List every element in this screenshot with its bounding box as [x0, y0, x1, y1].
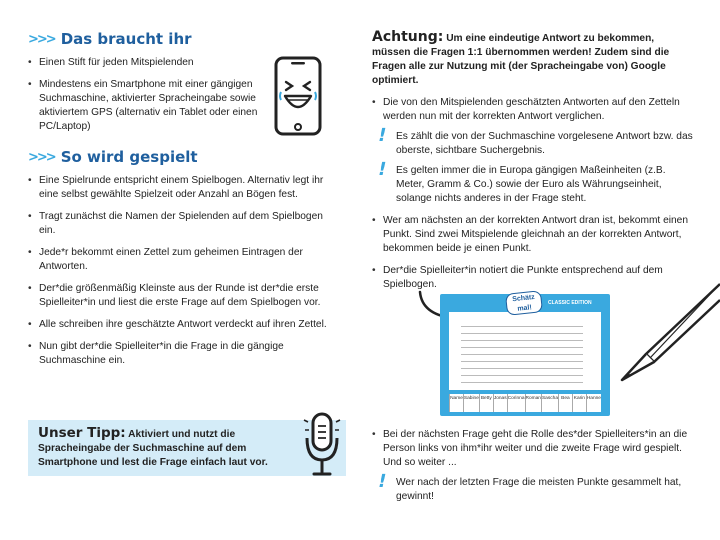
exclamation-icon: ! — [375, 159, 389, 180]
sheet-questions — [449, 312, 601, 390]
section-heading-howto: >>> So wird gespielt — [28, 148, 198, 166]
tip-box: Unser Tipp: Aktiviert und nutzt die Spracheingabe der Suchmaschine auf dem Smartphone und lest die Frage einfach laut vor. — [28, 420, 346, 476]
attention-text: Um eine eindeutige Antwort zu bekommen, müssen die Fragen 1:1 übernommen werden! Zudem sind die Fragen alle zur Nutzung mit (der Spracheingabe von) Google optimiert. — [372, 33, 670, 86]
list-item: • Bei der nächsten Frage geht die Rolle des*der Spielleiters*in an die Person links von ihm*ihr weiter und die zweite Frage wird gespielt. Und so weiter ... — [372, 428, 690, 470]
sheet-names-row — [449, 394, 601, 412]
sheet-name-cell: Karin — [572, 394, 586, 412]
howto-list — [28, 174, 328, 368]
note: ! Es gelten immer die in Europa gängigen Maßeinheiten (z.B. Meter, Gramm & Co.) sowie der Euro als Währungseinheit, solange nichts anderes in der Frage steht. — [375, 159, 666, 204]
list-item: • Der*die Spielleiter*in notiert die Punkte entsprechend auf dem Spielbogen. — [372, 264, 690, 292]
pencil-icon — [594, 276, 720, 396]
chevrons-icon: >>> — [28, 31, 55, 47]
section-heading-needs: >>> Das braucht ihr — [28, 30, 192, 48]
list-item: • Der*die größenmäßig Kleinste aus der Runde ist der*die erste Spielleiter*in und liest die erste Frage auf dem Spielbogen vor. — [28, 282, 328, 310]
sheet-name-cell: Betty — [479, 394, 493, 412]
sheet-badge: Schätz mal! — [505, 290, 543, 316]
game-sheet-image — [440, 294, 610, 416]
sheet-name-cell: Corinna — [507, 394, 525, 412]
rules-list — [372, 96, 694, 124]
exclamation-icon: ! — [375, 125, 389, 146]
tip-title: Unser Tipp — [38, 425, 121, 441]
right-column — [372, 30, 694, 300]
sheet-name-cell: Sascha — [541, 394, 558, 412]
chevrons-icon: >>> — [28, 149, 55, 165]
list-item: • Einen Stift für jeden Mitspielenden — [28, 56, 260, 70]
attention-title: Achtung — [372, 29, 438, 45]
sheet-edition: CLASSIC EDITION — [548, 300, 592, 306]
list-item: • Tragt zunächst die Namen der Spielenden auf dem Spielbogen ein. — [28, 210, 328, 238]
sheet-name-cell: Hanne — [586, 394, 601, 412]
list-item: • Mindestens ein Smartphone mit einer gängigen Suchmaschine, aktivierter Spracheingabe sowie aktiviertem GPS (alternativ ein Tablet oder einen PC/Laptop) — [28, 78, 260, 134]
list-item: • Nun gibt der*die Spielleiter*in die Frage in die gängige Suchmaschine ein. — [28, 340, 328, 368]
laughing-phone-icon — [272, 56, 324, 136]
sheet-name-cell: Roman — [525, 394, 541, 412]
list-item: • Die von den Mitspielenden geschätzten Antworten auf den Zetteln werden nun mit der korrekten Antwort verglichen. — [372, 96, 690, 124]
sheet-name-cell: Sabine — [463, 394, 479, 412]
microphone-icon — [302, 410, 342, 482]
exclamation-icon: ! — [375, 471, 389, 492]
list-item: • Alle schreiben ihre geschätzte Antwort verdeckt auf ihren Zettel. — [28, 318, 328, 332]
list-item: • Wer am nächsten an der korrekten Antwort dran ist, bekommt einen Punkt. Sind zwei Mitspielende gleichnah an der korrekten Antwort, bekommen beide je einen Punkt. — [372, 214, 690, 256]
note: ! Es zählt die von der Suchmaschine vorgelesene Antwort bzw. das oberste, sichtbare Suchergebnis. — [375, 125, 693, 156]
note: ! Wer nach der letzten Frage die meisten Punkte gesammelt hat, gewinnt! — [375, 471, 682, 502]
list-item: • Eine Spielrunde entspricht einem Spielbogen. Alternativ legt ihr eine selbst gewählte Spielzeit oder Anzahl an Bögen fest. — [28, 174, 328, 202]
list-item: • Jede*r bekommt einen Zettel zum geheimen Eintragen der Antworten. — [28, 246, 328, 274]
rules-list-3 — [372, 428, 694, 512]
sheet-name-cell: Name — [449, 394, 463, 412]
sheet-name-cell: Bea — [558, 394, 572, 412]
attention-box: Achtung: Um eine eindeutige Antwort zu bekommen, müssen die Fragen 1:1 übernommen werden! Zudem sind die Fragen alle zur Nutzung mit (der Spracheingabe von) Google optimiert. — [372, 29, 670, 86]
tip-text: Aktiviert und nutzt die Spracheingabe der Suchmaschine auf dem Smartphone und lest die Frage einfach laut vor. — [38, 429, 268, 468]
sheet-name-cell: Jonas — [493, 394, 507, 412]
